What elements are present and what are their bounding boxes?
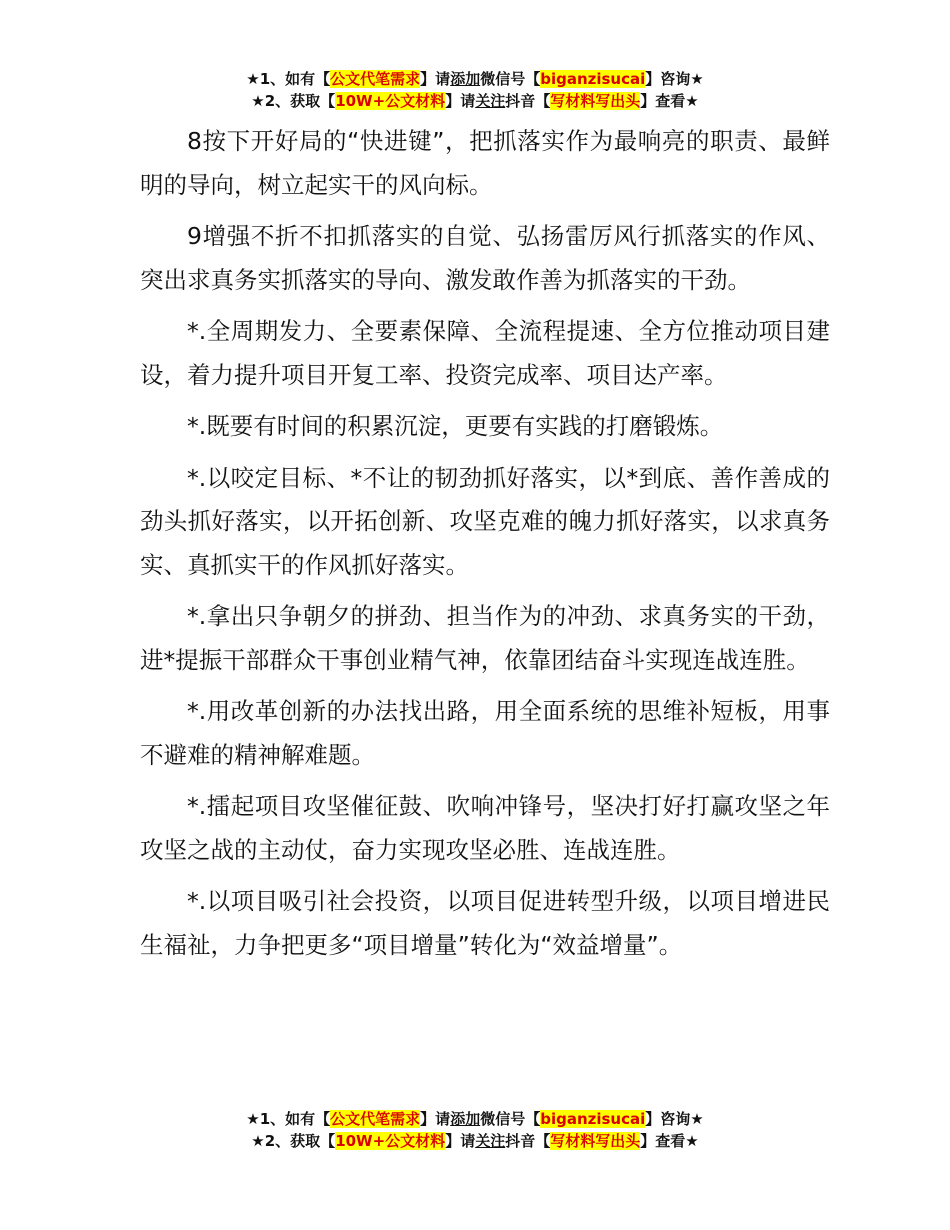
promo-text: 微信号【	[480, 1110, 541, 1128]
promo-line-1	[0, 68, 950, 90]
paragraph: *.既要有时间的积累沉淀，更要有实践的打磨锻炼。	[187, 412, 724, 440]
promo-text: 微信号【	[480, 70, 541, 88]
promo-underlined: 关注	[475, 1132, 506, 1150]
promo-text: ★2、获取【	[251, 92, 336, 110]
paragraph: *.擂起项目攻坚催征鼓、吹响冲锋号，坚决打好打赢攻坚之年攻坚之战的主动仗，奋力实现攻坚必胜、连战连胜。	[140, 792, 830, 864]
paragraph: *.全周期发力、全要素保障、全流程提速、全方位推动项目建设，着力提升项目开复工率、投资完成率、项目达产率。	[140, 317, 830, 389]
paragraph: 9增强不折不扣抓落实的自觉、弘扬雷厉风行抓落实的作风、突出求真务实抓落实的导向、激发敢作善为抓落实的干劲。	[140, 222, 830, 294]
paragraph: 8按下开好局的“快进键”，把抓落实作为最响亮的职责、最鲜明的导向，树立起实干的风向标。	[140, 127, 830, 199]
promo-text: 】请	[445, 1132, 476, 1150]
promo-text: 】咨询★	[645, 1110, 704, 1128]
footer-promo	[0, 1108, 950, 1152]
promo-line-2	[0, 1130, 950, 1152]
promo-underlined: 关注	[475, 92, 506, 110]
promo-line-2	[0, 90, 950, 112]
promo-highlight: 公文代笔需求	[330, 1110, 421, 1128]
promo-underlined: 添加	[450, 70, 481, 88]
promo-highlight: 10W+公文材料	[335, 92, 446, 110]
promo-text: 】请	[420, 70, 451, 88]
paragraph: *.以咬定目标、*不让的韧劲抓好落实，以*到底、善作善成的劲头抓好落实，以开拓创新、攻坚克难的魄力抓好落实，以求真务实、真抓实干的作风抓好落实。	[140, 463, 830, 579]
document-body	[140, 120, 830, 975]
promo-text: ★1、如有【	[246, 70, 331, 88]
promo-text: 】查看★	[640, 1132, 699, 1150]
promo-text: 】请	[445, 92, 476, 110]
promo-text: ★2、获取【	[251, 1132, 336, 1150]
paragraph: *.拿出只争朝夕的拼劲、担当作为的冲劲、求真务实的干劲，进*提振干部群众干事创业精气神，依靠团结奋斗实现连战连胜。	[140, 602, 830, 674]
promo-text: 抖音【	[505, 92, 551, 110]
promo-line-1	[0, 1108, 950, 1130]
paragraph: *.以项目吸引社会投资，以项目促进转型升级，以项目增进民生福祉，力争把更多“项目增量”转化为“效益增量”。	[140, 887, 830, 959]
promo-highlight: 公文代笔需求	[330, 70, 421, 88]
promo-highlight: biganzisucai	[540, 70, 646, 88]
paragraph: *.用改革创新的办法找出路，用全面系统的思维补短板，用事不避难的精神解难题。	[140, 697, 830, 769]
promo-highlight: 10W+公文材料	[335, 1132, 446, 1150]
promo-highlight: 写材料写出头	[550, 1132, 641, 1150]
promo-highlight: biganzisucai	[540, 1110, 646, 1128]
promo-text: 】请	[420, 1110, 451, 1128]
promo-highlight: 写材料写出头	[550, 92, 641, 110]
promo-text: 抖音【	[505, 1132, 551, 1150]
promo-text: ★1、如有【	[246, 1110, 331, 1128]
promo-text: 】查看★	[640, 92, 699, 110]
header-promo	[0, 68, 950, 112]
promo-underlined: 添加	[450, 1110, 481, 1128]
promo-text: 】咨询★	[645, 70, 704, 88]
